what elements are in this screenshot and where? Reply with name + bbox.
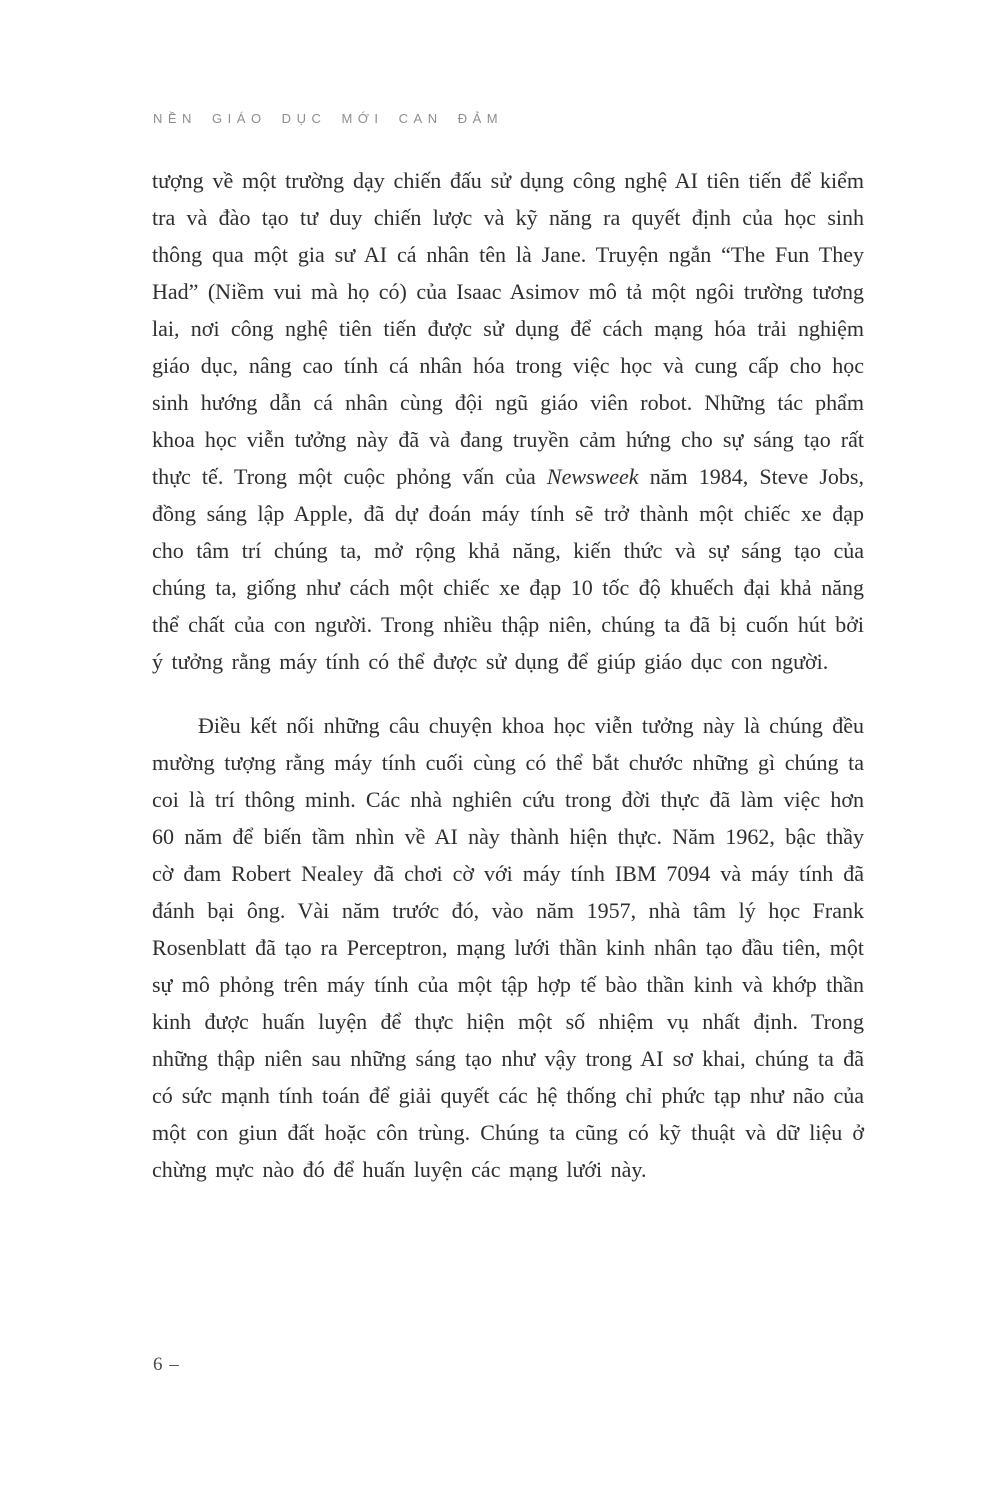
paragraph-1-text-end: năm 1984, Steve Jobs, đồng sáng lập Apple, đã dự đoán máy tính sẽ trở thành một chiếc xe đạp cho tâm trí chúng ta, mở rộng khả năng, kiến thức và sự sáng tạo của chúng ta, giống như cách một chiếc xe đạp 10 tốc độ khuếch đại khả năng thể chất của con người. Trong nhiều thập niên, chúng ta đã bị cuốn hút bởi ý tưởng rằng máy tính có thể được sử dụng để giúp giáo dục con người.	[152, 464, 864, 674]
paragraph-1	[152, 162, 864, 680]
paragraph-1-text-start: tượng về một trường dạy chiến đấu sử dụng công nghệ AI tiên tiến để kiểm tra và đào tạo tư duy chiến lược và kỹ năng ra quyết định của học sinh thông qua một gia sư AI cá nhân tên là Jane. Truyện ngắn “The Fun They Had” (Niềm vui mà họ có) của Isaac Asimov mô tả một ngôi trường tương lai, nơi công nghệ tiên tiến được sử dụng để cách mạng hóa trải nghiệm giáo dục, nâng cao tính cá nhân hóa trong việc học và cung cấp cho học sinh hướng dẫn cá nhân cùng đội ngũ giáo viên robot. Những tác phẩm khoa học viễn tưởng này đã và đang truyền cảm hứng cho sự sáng tạo rất thực tế. Trong một cuộc phỏng vấn của	[152, 168, 864, 489]
running-head: NỀN GIÁO DỤC MỚI CAN ĐẢM	[153, 111, 504, 126]
page-content	[152, 162, 864, 1215]
newsweek-italic-title: Newsweek	[546, 464, 639, 489]
paragraph-2: Điều kết nối những câu chuyện khoa học viễn tưởng này là chúng đều mường tượng rằng máy tính cuối cùng có thể bắt chước những gì chúng ta coi là trí thông minh. Các nhà nghiên cứu trong đời thực đã làm việc hơn 60 năm để biến tầm nhìn về AI này thành hiện thực. Năm 1962, bậc thầy cờ đam Robert Nealey đã chơi cờ với máy tính IBM 7094 và máy tính đã đánh bại ông. Vài năm trước đó, vào năm 1957, nhà tâm lý học Frank Rosenblatt đã tạo ra Perceptron, mạng lưới thần kinh nhân tạo đầu tiên, một sự mô phỏng trên máy tính của một tập hợp tế bào thần kinh và khớp thần kinh được huấn luyện để thực hiện một số nhiệm vụ nhất định. Trong những thập niên sau những sáng tạo như vậy trong AI sơ khai, chúng ta đã có sức mạnh tính toán để giải quyết các hệ thống chỉ phức tạp như não của một con giun đất hoặc côn trùng. Chúng ta cũng có kỹ thuật và dữ liệu ở chừng mực nào đó để huấn luyện các mạng lưới này.	[152, 713, 864, 1182]
page-number: 6 –	[153, 1354, 180, 1375]
